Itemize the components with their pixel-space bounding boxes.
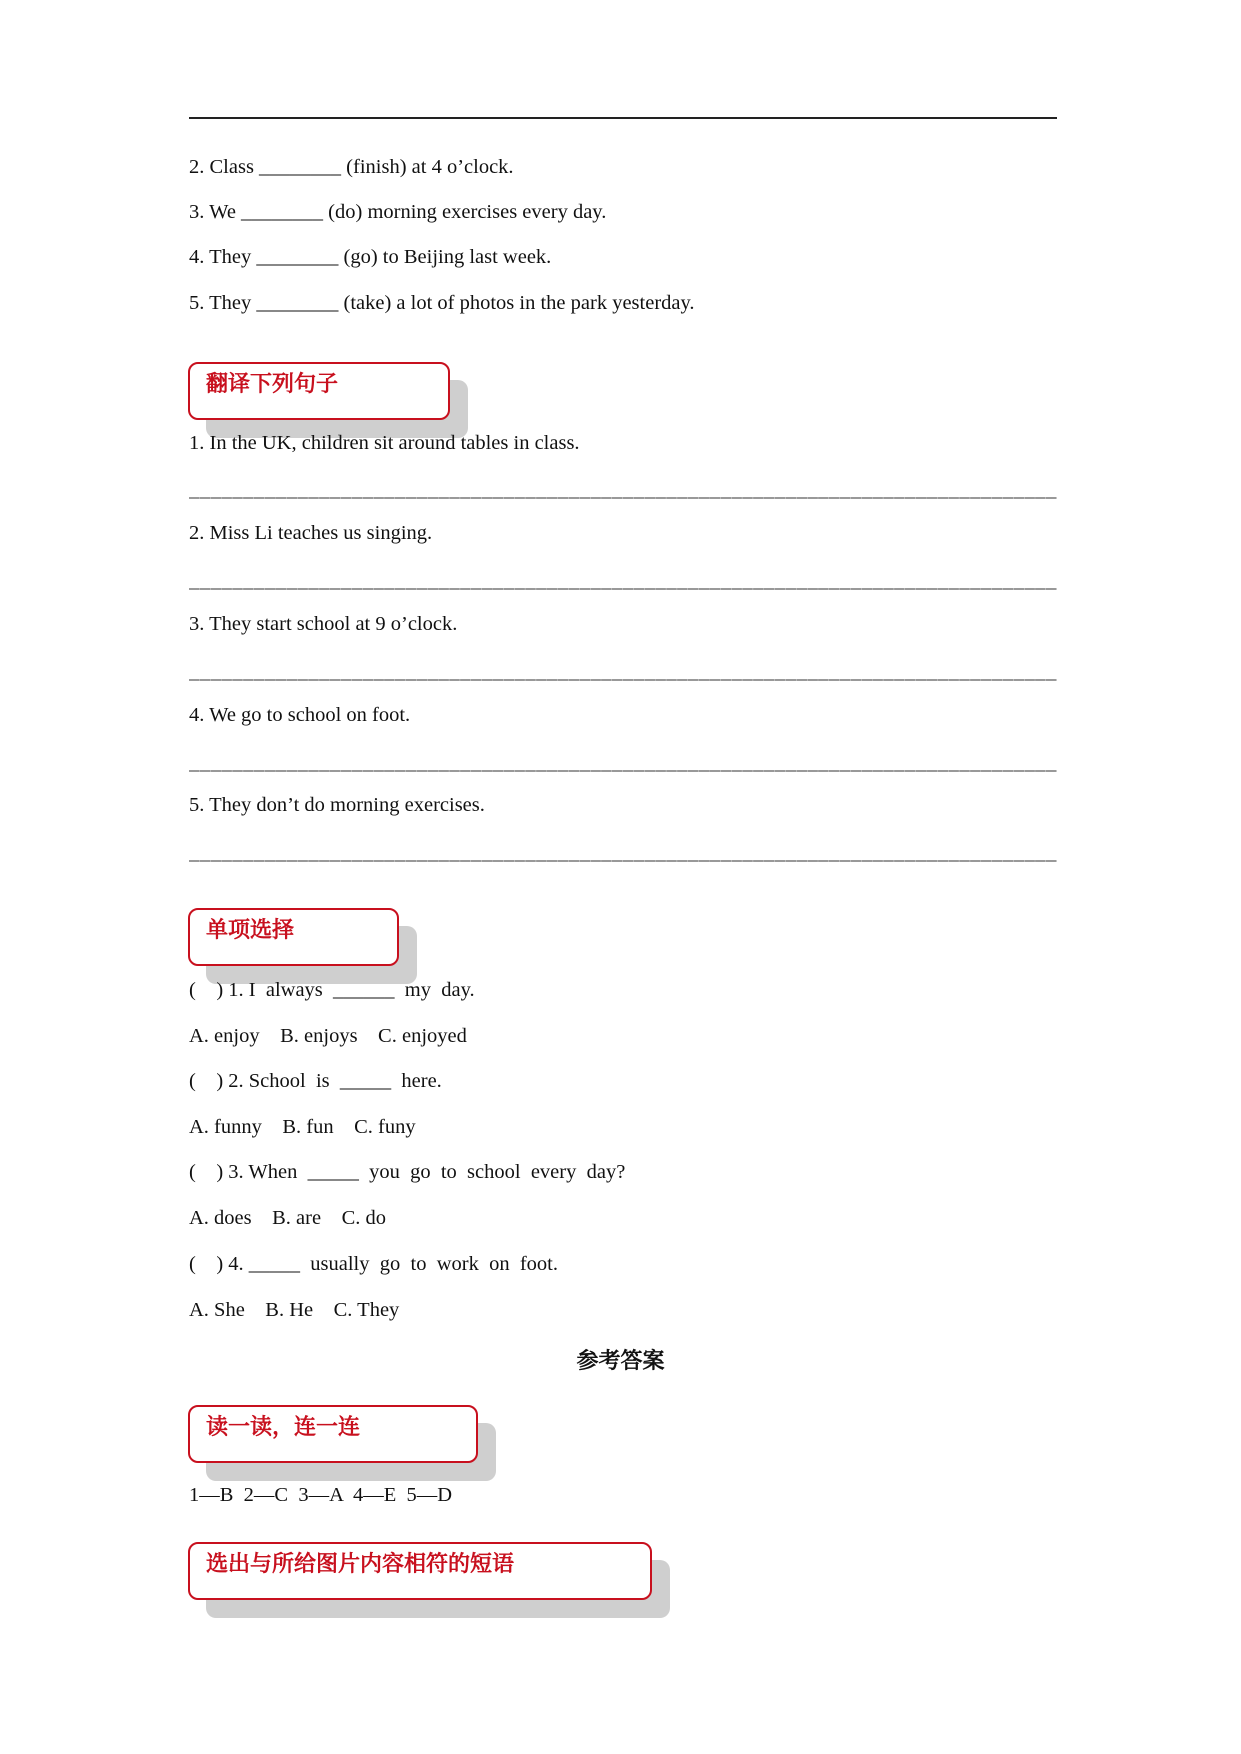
choice-options: A. enjoy B. enjoys C. enjoyed bbox=[189, 1025, 467, 1047]
section-title: 选出与所给图片内容相符的短语 bbox=[206, 1552, 515, 1577]
answer-line: ________________________________________________________________________________ bbox=[189, 752, 1057, 774]
choice-question: ( ) 3. When _____ you go to school every day? bbox=[189, 1161, 626, 1183]
choice-options: A. funny B. fun C. funy bbox=[189, 1116, 416, 1138]
section-title: 翻译下列句子 bbox=[206, 372, 339, 397]
choice-question: ( ) 1. I always ______ my day. bbox=[189, 979, 475, 1001]
translate-item: 1. In the UK, children sit around tables in class. bbox=[189, 432, 580, 454]
section-title: 读一读，连一连 bbox=[206, 1415, 361, 1440]
section-header-read bbox=[188, 1405, 478, 1463]
fill-blank-item: 4. They ________ (go) to Beijing last week. bbox=[189, 246, 552, 268]
fill-blank-item: 3. We ________ (do) morning exercises every day. bbox=[189, 201, 607, 223]
translate-item: 5. They don’t do morning exercises. bbox=[189, 794, 485, 816]
translate-item: 2. Miss Li teaches us singing. bbox=[189, 522, 433, 544]
fill-blank-item: 5. They ________ (take) a lot of photos in the park yesterday. bbox=[189, 292, 695, 314]
translate-item: 3. They start school at 9 o’clock. bbox=[189, 613, 458, 635]
answer-line: ________________________________________________________________________________ bbox=[189, 570, 1057, 592]
answer-line: ________________________________________________________________________________ bbox=[189, 479, 1057, 501]
header-rule bbox=[189, 117, 1057, 119]
answer-line: ________________________________________________________________________________ bbox=[189, 842, 1057, 864]
section-header-translate bbox=[188, 362, 450, 420]
choice-options: A. She B. He C. They bbox=[189, 1299, 400, 1321]
section-title: 单项选择 bbox=[206, 918, 295, 943]
read-answer: 1—B 2—C 3—A 4—E 5—D bbox=[189, 1484, 453, 1506]
choice-options: A. does B. are C. do bbox=[189, 1207, 387, 1229]
answers-heading: 参考答案 bbox=[576, 1349, 665, 1374]
translate-item: 4. We go to school on foot. bbox=[189, 704, 411, 726]
section-header-pick bbox=[188, 1542, 652, 1600]
section-header-choice bbox=[188, 908, 399, 966]
answer-line: ________________________________________________________________________________ bbox=[189, 661, 1057, 683]
choice-question: ( ) 2. School is _____ here. bbox=[189, 1070, 442, 1092]
fill-blank-item: 2. Class ________ (finish) at 4 o’clock. bbox=[189, 156, 514, 178]
choice-question: ( ) 4. _____ usually go to work on foot. bbox=[189, 1253, 558, 1275]
